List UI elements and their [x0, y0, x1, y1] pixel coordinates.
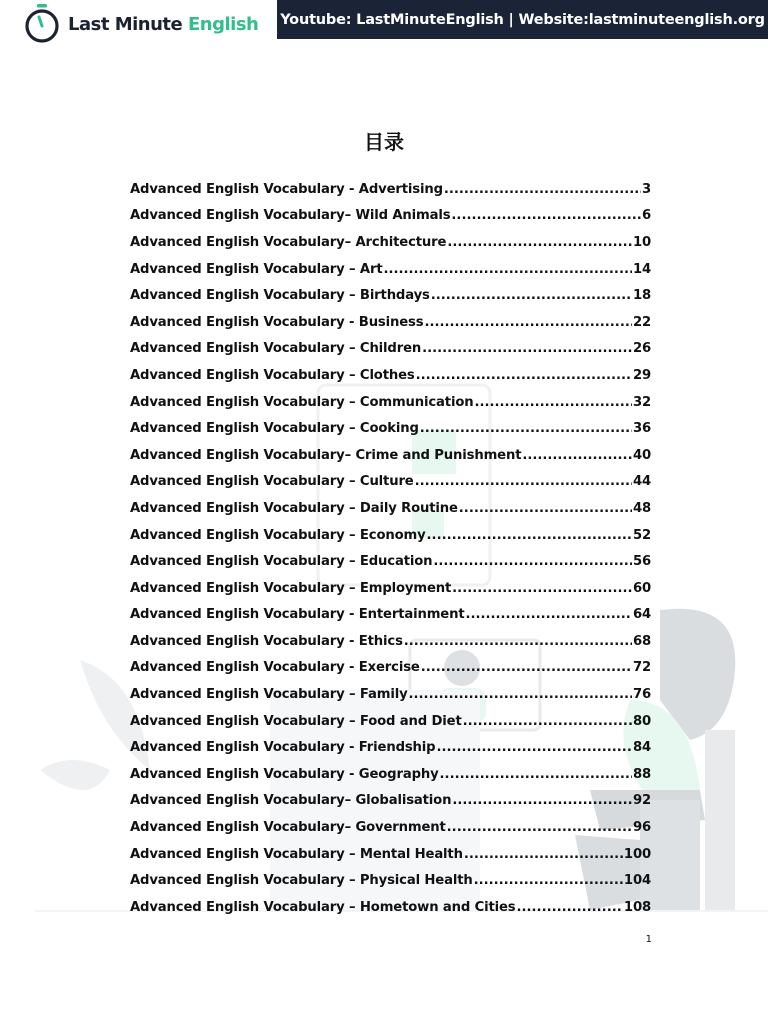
stopwatch-icon — [24, 4, 60, 44]
toc-dot-leader — [517, 900, 623, 915]
toc-dot-leader — [451, 208, 641, 223]
toc-dot-leader — [474, 873, 623, 888]
toc-entry[interactable] — [130, 203, 651, 230]
toc-entry[interactable] — [130, 282, 651, 309]
page-number: 1 — [645, 934, 652, 945]
toc-entry[interactable] — [130, 814, 651, 841]
toc-entry[interactable] — [130, 867, 651, 894]
toc-entry[interactable] — [130, 336, 651, 363]
toc-entry[interactable] — [130, 229, 651, 256]
toc-entry[interactable] — [130, 628, 651, 655]
toc-dot-leader — [409, 687, 632, 702]
toc-dot-leader — [447, 235, 632, 250]
toc-entry[interactable] — [130, 894, 651, 921]
toc-entry[interactable] — [130, 761, 651, 788]
toc-entry[interactable] — [130, 548, 651, 575]
toc-entry-page: 3 — [641, 181, 651, 197]
toc-entry-page: 88 — [632, 766, 651, 782]
toc-entry-label: Advanced English Vocabulary – Physical Health — [130, 873, 473, 889]
toc-entry-label: Advanced English Vocabulary– Crime and Punishment — [130, 447, 522, 463]
toc-entry-label: Advanced English Vocabulary - Entertainment — [130, 607, 465, 623]
toc-entry-page: 36 — [632, 421, 651, 437]
toc-entry-page: 72 — [632, 660, 651, 676]
toc-entry-page: 84 — [632, 740, 651, 756]
toc-dot-leader — [422, 341, 632, 356]
toc-entry[interactable] — [130, 788, 651, 815]
toc-entry-label: Advanced English Vocabulary – Daily Routine — [130, 500, 458, 516]
toc-entry[interactable] — [130, 469, 651, 496]
toc-dot-leader — [463, 714, 632, 729]
toc-entry-page: 52 — [632, 527, 651, 543]
logo-text — [68, 14, 258, 35]
toc-entry-page: 6 — [641, 208, 651, 224]
document-title: 目录 — [364, 130, 404, 154]
toc-entry-label: Advanced English Vocabulary – Mental Health — [130, 846, 463, 862]
toc-entry-page: 22 — [632, 314, 651, 330]
toc-dot-leader — [465, 607, 631, 622]
toc-dot-leader — [436, 740, 631, 755]
toc-entry[interactable] — [130, 602, 651, 629]
toc-entry[interactable] — [130, 575, 651, 602]
toc-dot-leader — [420, 421, 632, 436]
toc-entry-label: Advanced English Vocabulary - Exercise — [130, 660, 420, 676]
toc-entry-page: 96 — [632, 820, 651, 836]
toc-entry[interactable] — [130, 734, 651, 761]
toc-entry[interactable] — [130, 522, 651, 549]
toc-entry-label: Advanced English Vocabulary – Education — [130, 554, 433, 570]
toc-dot-leader — [416, 368, 632, 383]
toc-entry[interactable] — [130, 708, 651, 735]
toc-entry-page: 108 — [623, 899, 651, 915]
toc-entry-label: Advanced English Vocabulary– Globalisation — [130, 793, 452, 809]
toc-entry-page: 76 — [632, 687, 651, 703]
toc-dot-leader — [383, 262, 631, 277]
toc-entry-label: Advanced English Vocabulary – Hometown and Cities — [130, 899, 516, 915]
toc-entry-page: 60 — [632, 580, 651, 596]
toc-dot-leader — [464, 847, 623, 862]
toc-entry[interactable] — [130, 655, 651, 682]
toc-entry-page: 14 — [632, 261, 651, 277]
toc-entry-label: Advanced English Vocabulary – Children — [130, 341, 422, 357]
logo-text-main: Last Minute — [68, 13, 188, 35]
toc-dot-leader — [424, 315, 632, 330]
toc-dot-leader — [459, 501, 632, 516]
toc-entry[interactable] — [130, 309, 651, 336]
toc-dot-leader — [404, 634, 632, 649]
toc-entry-label: Advanced English Vocabulary – Employment — [130, 580, 452, 596]
toc-entry-label: Advanced English Vocabulary - Geography — [130, 766, 439, 782]
toc-entry[interactable] — [130, 415, 651, 442]
toc-entry-label: Advanced English Vocabulary – Communication — [130, 394, 474, 410]
toc-entry-page: 64 — [632, 607, 651, 623]
toc-dot-leader — [433, 554, 632, 569]
toc-entry-page: 100 — [623, 846, 651, 862]
toc-entry-page: 48 — [632, 500, 651, 516]
toc-dot-leader — [474, 395, 631, 410]
toc-entry-page: 32 — [632, 394, 651, 410]
toc-entry-page: 29 — [632, 367, 651, 383]
toc-entry-label: Advanced English Vocabulary – Clothes — [130, 367, 415, 383]
toc-entry[interactable] — [130, 442, 651, 469]
toc-entry-label: Advanced English Vocabulary - Ethics — [130, 633, 403, 649]
toc-dot-leader — [421, 660, 632, 675]
toc-entry-page: 80 — [632, 713, 651, 729]
toc-entry-page: 92 — [632, 793, 651, 809]
toc-entry[interactable] — [130, 362, 651, 389]
toc-entry-label: Advanced English Vocabulary - Friendship — [130, 740, 436, 756]
toc-entry-label: Advanced English Vocabulary – Cooking — [130, 421, 419, 437]
toc-dot-leader — [447, 820, 632, 835]
logo-text-accent: English — [188, 13, 259, 35]
toc-entry-page: 44 — [632, 474, 651, 490]
toc-dot-leader — [444, 182, 641, 197]
toc-entry-page: 18 — [632, 288, 651, 304]
toc-dot-leader — [431, 288, 632, 303]
toc-entry-label: Advanced English Vocabulary– Architecture — [130, 234, 447, 250]
toc-entry-label: Advanced English Vocabulary - Advertising — [130, 181, 443, 197]
toc-dot-leader — [452, 581, 632, 596]
table-of-contents — [130, 176, 651, 921]
toc-entry[interactable] — [130, 841, 651, 868]
toc-entry-page: 56 — [632, 554, 651, 570]
toc-entry-page: 10 — [632, 234, 651, 250]
toc-entry-label: Advanced English Vocabulary – Culture — [130, 474, 414, 490]
header-banner: Youtube: LastMinuteEnglish | Website:lastminuteenglish.org — [277, 0, 768, 39]
toc-entry-page: 104 — [623, 873, 651, 889]
toc-entry[interactable] — [130, 389, 651, 416]
toc-entry[interactable] — [130, 495, 651, 522]
toc-entry-label: Advanced English Vocabulary– Government — [130, 820, 446, 836]
page-header — [0, 0, 768, 42]
toc-entry[interactable] — [130, 256, 651, 283]
logo — [24, 4, 258, 44]
toc-entry-label: Advanced English Vocabulary – Birthdays — [130, 288, 430, 304]
toc-dot-leader — [452, 793, 632, 808]
toc-entry-page: 68 — [632, 633, 651, 649]
toc-entry-page: 26 — [632, 341, 651, 357]
toc-entry-label: Advanced English Vocabulary– Wild Animals — [130, 208, 451, 224]
toc-entry-label: Advanced English Vocabulary – Family — [130, 687, 408, 703]
toc-entry[interactable] — [130, 681, 651, 708]
toc-entry-label: Advanced English Vocabulary – Economy — [130, 527, 426, 543]
toc-entry-label: Advanced English Vocabulary – Art — [130, 261, 383, 277]
toc-dot-leader — [415, 474, 632, 489]
toc-dot-leader — [427, 528, 632, 543]
toc-entry-page: 40 — [632, 447, 651, 463]
toc-entry-label: Advanced English Vocabulary - Business — [130, 314, 424, 330]
toc-dot-leader — [522, 448, 632, 463]
toc-entry[interactable] — [130, 176, 651, 203]
toc-dot-leader — [440, 767, 632, 782]
toc-entry-label: Advanced English Vocabulary – Food and Diet — [130, 713, 462, 729]
